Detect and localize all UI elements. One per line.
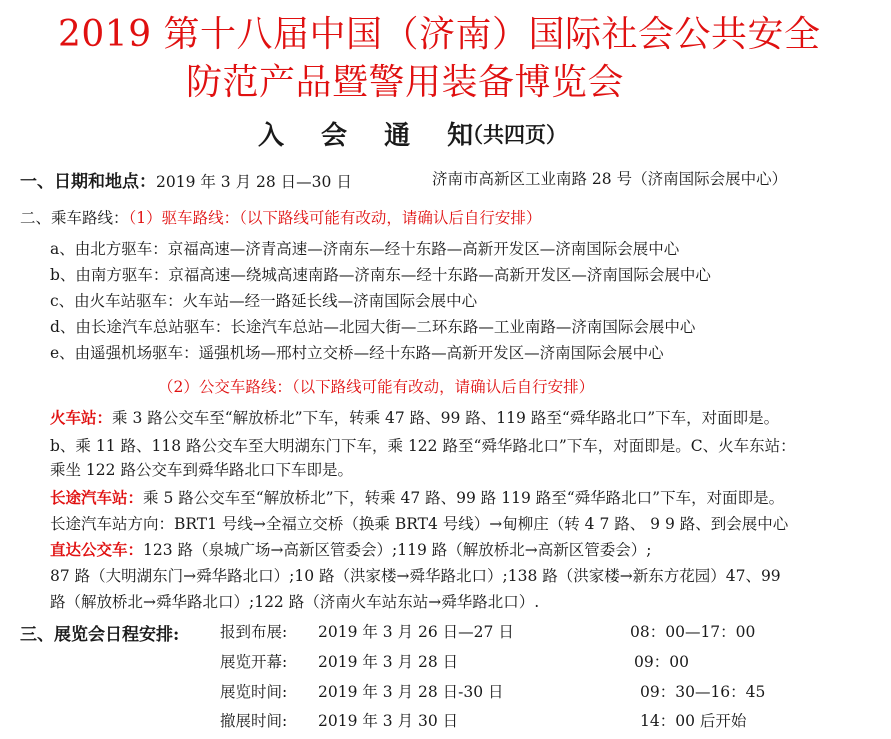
coach-station-route-1: 长途汽车站：乘 5 路公交车至“解放桥北”下，转乘 47 路、99 路 119 路至“舜华路北口”下车，对面即是。	[50, 488, 785, 507]
section-1-heading: 一、日期和地点：	[20, 172, 156, 192]
title-line-1: 2019 第十八届中国（济南）国际社会公共安全	[58, 14, 821, 55]
schedule-date-checkin: 2019 年 3 月 26 日—27 日	[318, 623, 514, 641]
drive-route-c: c、由火车站驱车：火车站—经一路延长线—济南国际会展中心	[50, 292, 478, 310]
train-station-route-1: 火车站：乘 3 路公交车至“解放桥北”下车，转乘 47 路、99 路、119 路至“舜华路北口”下车，对面即是。	[50, 408, 780, 427]
drive-route-b: b、由南方驱车：京福高速—绕城高速南路—济南东—经十东路—高新开发区—济南国际会展中心	[50, 266, 711, 284]
schedule-date-opening: 2019 年 3 月 28 日	[318, 653, 459, 671]
coach-station-route-2: 长途汽车站方向：BRT1 号线→全福立交桥（换乘 BRT4 号线）→甸柳庄（转 4 7 路、 9 9 路、到会展中心	[50, 515, 789, 533]
drive-route-d: d、由长途汽车总站驱车：长途汽车总站—北园大街—二环东路—工业南路—济南国际会展中心	[50, 318, 696, 336]
schedule-label-opening: 展览开幕:	[220, 653, 288, 671]
drive-route-a: a、由北方驱车：京福高速—济青高速—济南东—经十东路—高新开发区—济南国际会展中心	[50, 240, 680, 258]
notice-heading: 入 会 通 知	[258, 121, 488, 151]
coach-station-label: 长途汽车站：	[50, 488, 144, 507]
event-location: 济南市高新区工业南路 28 号（济南国际会展中心）	[432, 170, 788, 188]
section-2-heading: 二、乘车路线：	[20, 209, 129, 227]
section-3-heading: 三、展览会日程安排:	[20, 625, 180, 645]
event-date: 2019 年 3 月 28 日—30 日	[156, 173, 352, 191]
schedule-time-exhibition: 09：30—16：45	[640, 683, 766, 701]
schedule-date-exhibition: 2019 年 3 月 28 日-30 日	[318, 683, 504, 701]
page-count: （共四页）	[462, 122, 567, 147]
train-station-route-2: b、乘 11 路、118 路公交车至大明湖东门下车，乘 122 路至“舜华路北口”下车，对面即是。C、火车东站：	[50, 437, 796, 455]
schedule-label-teardown: 撤展时间:	[220, 712, 288, 730]
bus-heading: （2）公交车路线：（以下路线可能有改动，请确认后自行安排）	[158, 378, 595, 396]
drive-route-e: e、由遥强机场驱车：遥强机场—邢村立交桥—经十东路—高新开发区—济南国际会展中心	[50, 344, 664, 362]
section-date-location	[20, 167, 352, 192]
direct-bus-route-3: 路（解放桥北→舜华路北口）;122 路（济南火车站东站→舜华路北口）.	[50, 593, 540, 611]
train-station-route-3: 乘坐 122 路公交车到舜华路北口下车即是。	[50, 461, 353, 479]
direct-bus-label: 直达公交车：	[50, 540, 144, 559]
schedule-time-teardown: 14：00 后开始	[640, 712, 747, 730]
schedule-label-exhibition: 展览时间:	[220, 683, 288, 701]
schedule-label-checkin: 报到布展:	[220, 623, 288, 641]
direct-bus-route-2: 87 路（大明湖东门→舜华路北口）;10 路（洪家楼→舜华路北口）;138 路（洪家楼→新东方花园）47、99	[50, 567, 781, 585]
direct-bus-route-1: 直达公交车：123 路（泉城广场→高新区管委会）;119 路（解放桥北→高新区管委会）;	[50, 540, 652, 559]
schedule-time-checkin: 08：00—17：00	[630, 623, 756, 641]
schedule-time-opening: 09：00	[634, 653, 689, 671]
drive-heading: （1）驱车路线：（以下路线可能有改动，请确认后自行安排）	[128, 209, 542, 227]
title-line-2: 防范产品暨警用装备博览会	[186, 62, 625, 103]
schedule-date-teardown: 2019 年 3 月 30 日	[318, 712, 459, 730]
section-transport	[20, 206, 541, 228]
train-station-label: 火车站：	[50, 408, 113, 427]
